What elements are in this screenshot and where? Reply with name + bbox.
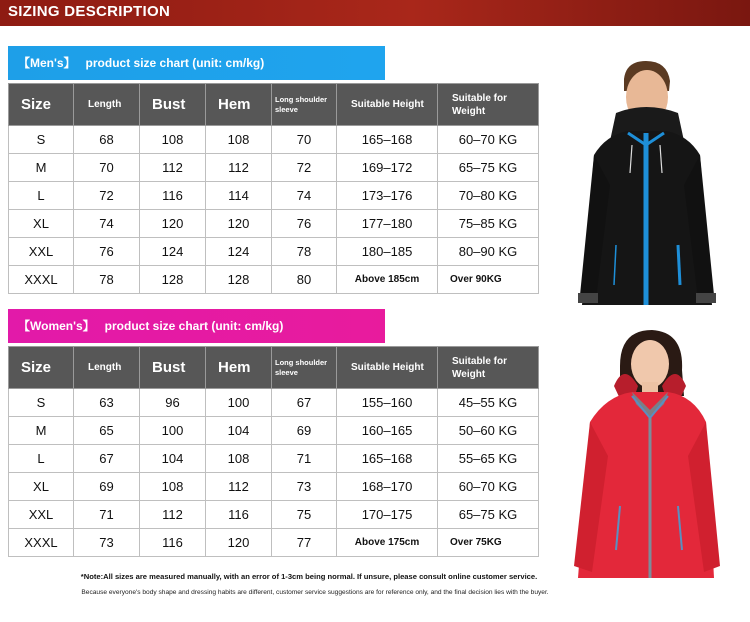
cell-bust: 112 [140, 501, 206, 529]
cell-hem: 100 [206, 389, 272, 417]
cell-length: 71 [74, 501, 140, 529]
table-header-row [9, 347, 539, 389]
womens-size-table [8, 346, 539, 557]
table-row [9, 182, 539, 210]
cell-sleeve: 70 [272, 126, 337, 154]
cell-bust: 108 [140, 126, 206, 154]
mens-banner-text: product size chart (unit: cm/kg) [85, 56, 265, 70]
col-header-weight: Suitable for Weight [438, 84, 539, 126]
table-row [9, 210, 539, 238]
cell-bust: 128 [140, 266, 206, 294]
mens-chart-banner [8, 46, 385, 80]
cell-length: 65 [74, 417, 140, 445]
col-header-size: Size [9, 84, 74, 126]
col-header-size: Size [9, 347, 74, 389]
cell-length: 68 [74, 126, 140, 154]
cell-size: XXL [9, 238, 74, 266]
table-row [9, 154, 539, 182]
cell-bust: 108 [140, 473, 206, 501]
col-header-height: Suitable Height [337, 347, 438, 389]
cell-height: 177–180 [337, 210, 438, 238]
cell-bust: 96 [140, 389, 206, 417]
cell-height: 180–185 [337, 238, 438, 266]
cell-weight: 70–80 KG [438, 182, 539, 210]
cell-hem: 114 [206, 182, 272, 210]
cell-hem: 116 [206, 501, 272, 529]
cell-length: 70 [74, 154, 140, 182]
table-row [9, 473, 539, 501]
col-header-bust: Bust [140, 84, 206, 126]
col-header-hem: Hem [206, 347, 272, 389]
mens-size-table [8, 83, 539, 294]
womens-chart-banner [8, 309, 385, 343]
cell-hem: 128 [206, 266, 272, 294]
womens-banner-tag: 【Women's】 [18, 319, 95, 333]
cell-size: L [9, 182, 74, 210]
cell-length: 72 [74, 182, 140, 210]
cell-hem: 104 [206, 417, 272, 445]
cell-weight: 75–85 KG [438, 210, 539, 238]
measurement-note: *Note:All sizes are measured manually, with an error of 1-3cm being normal. If unsure, please consult online customer service. [80, 572, 538, 581]
cell-size: XL [9, 473, 74, 501]
cell-size: M [9, 417, 74, 445]
cell-weight: 60–70 KG [438, 473, 539, 501]
cell-bust: 116 [140, 182, 206, 210]
cell-sleeve: 74 [272, 182, 337, 210]
cell-length: 73 [74, 529, 140, 557]
cell-weight: 80–90 KG [438, 238, 539, 266]
cell-bust: 112 [140, 154, 206, 182]
cell-length: 69 [74, 473, 140, 501]
cell-height: Above 175cm [337, 529, 438, 557]
cell-length: 76 [74, 238, 140, 266]
cell-weight: 55–65 KG [438, 445, 539, 473]
table-row [9, 417, 539, 445]
col-header-length: Length [74, 84, 140, 126]
cell-hem: 108 [206, 126, 272, 154]
cell-hem: 120 [206, 210, 272, 238]
cell-sleeve: 76 [272, 210, 337, 238]
cell-bust: 124 [140, 238, 206, 266]
cell-sleeve: 73 [272, 473, 337, 501]
cell-sleeve: 80 [272, 266, 337, 294]
cell-sleeve: 69 [272, 417, 337, 445]
table-row [9, 389, 539, 417]
cell-sleeve: 77 [272, 529, 337, 557]
cell-weight: 50–60 KG [438, 417, 539, 445]
cell-length: 63 [74, 389, 140, 417]
cell-size: L [9, 445, 74, 473]
cell-size: S [9, 389, 74, 417]
table-row [9, 501, 539, 529]
header-bar [0, 0, 750, 26]
cell-hem: 124 [206, 238, 272, 266]
buyer-disclaimer: Because everyone's body shape and dressing habits are different, customer service suggestions are for reference only, and the final decision lies with the buyer. [81, 589, 549, 596]
cell-hem: 108 [206, 445, 272, 473]
cell-height: 169–172 [337, 154, 438, 182]
col-header-bust: Bust [140, 347, 206, 389]
cell-weight: Over 90KG [438, 266, 539, 294]
cell-sleeve: 72 [272, 154, 337, 182]
cell-bust: 104 [140, 445, 206, 473]
table-row [9, 126, 539, 154]
cell-size: M [9, 154, 74, 182]
table-header-row [9, 84, 539, 126]
mens-table-body [9, 126, 539, 294]
cell-sleeve: 78 [272, 238, 337, 266]
cell-height: 168–170 [337, 473, 438, 501]
table-row [9, 529, 539, 557]
table-row [9, 445, 539, 473]
cell-height: Above 185cm [337, 266, 438, 294]
cell-length: 67 [74, 445, 140, 473]
cell-weight: 60–70 KG [438, 126, 539, 154]
cell-height: 165–168 [337, 126, 438, 154]
mens-model-photo [566, 55, 726, 317]
col-header-length: Length [74, 347, 140, 389]
cell-sleeve: 75 [272, 501, 337, 529]
cell-hem: 112 [206, 154, 272, 182]
table-row [9, 266, 539, 294]
col-header-sleeve: Long shoulder sleeve [272, 347, 337, 389]
womens-banner-text: product size chart (unit: cm/kg) [104, 319, 284, 333]
cell-height: 170–175 [337, 501, 438, 529]
cell-size: XXXL [9, 266, 74, 294]
cell-hem: 112 [206, 473, 272, 501]
cell-size: XXXL [9, 529, 74, 557]
womens-model-photo [566, 326, 726, 586]
cell-height: 155–160 [337, 389, 438, 417]
cell-bust: 100 [140, 417, 206, 445]
cell-size: XL [9, 210, 74, 238]
mens-banner-tag: 【Men's】 [18, 56, 76, 70]
table-row [9, 238, 539, 266]
cell-size: S [9, 126, 74, 154]
cell-length: 78 [74, 266, 140, 294]
col-header-sleeve: Long shoulder sleeve [272, 84, 337, 126]
cell-sleeve: 71 [272, 445, 337, 473]
cell-height: 173–176 [337, 182, 438, 210]
col-header-hem: Hem [206, 84, 272, 126]
cell-height: 165–168 [337, 445, 438, 473]
cell-weight: Over 75KG [438, 529, 539, 557]
cell-bust: 120 [140, 210, 206, 238]
cell-weight: 45–55 KG [438, 389, 539, 417]
cell-weight: 65–75 KG [438, 154, 539, 182]
col-header-weight: Suitable for Weight [438, 347, 539, 389]
cell-weight: 65–75 KG [438, 501, 539, 529]
cell-size: XXL [9, 501, 74, 529]
womens-table-body [9, 389, 539, 557]
cell-sleeve: 67 [272, 389, 337, 417]
cell-bust: 116 [140, 529, 206, 557]
cell-length: 74 [74, 210, 140, 238]
cell-height: 160–165 [337, 417, 438, 445]
col-header-height: Suitable Height [337, 84, 438, 126]
cell-hem: 120 [206, 529, 272, 557]
page-title: SIZING DESCRIPTION [8, 3, 171, 20]
